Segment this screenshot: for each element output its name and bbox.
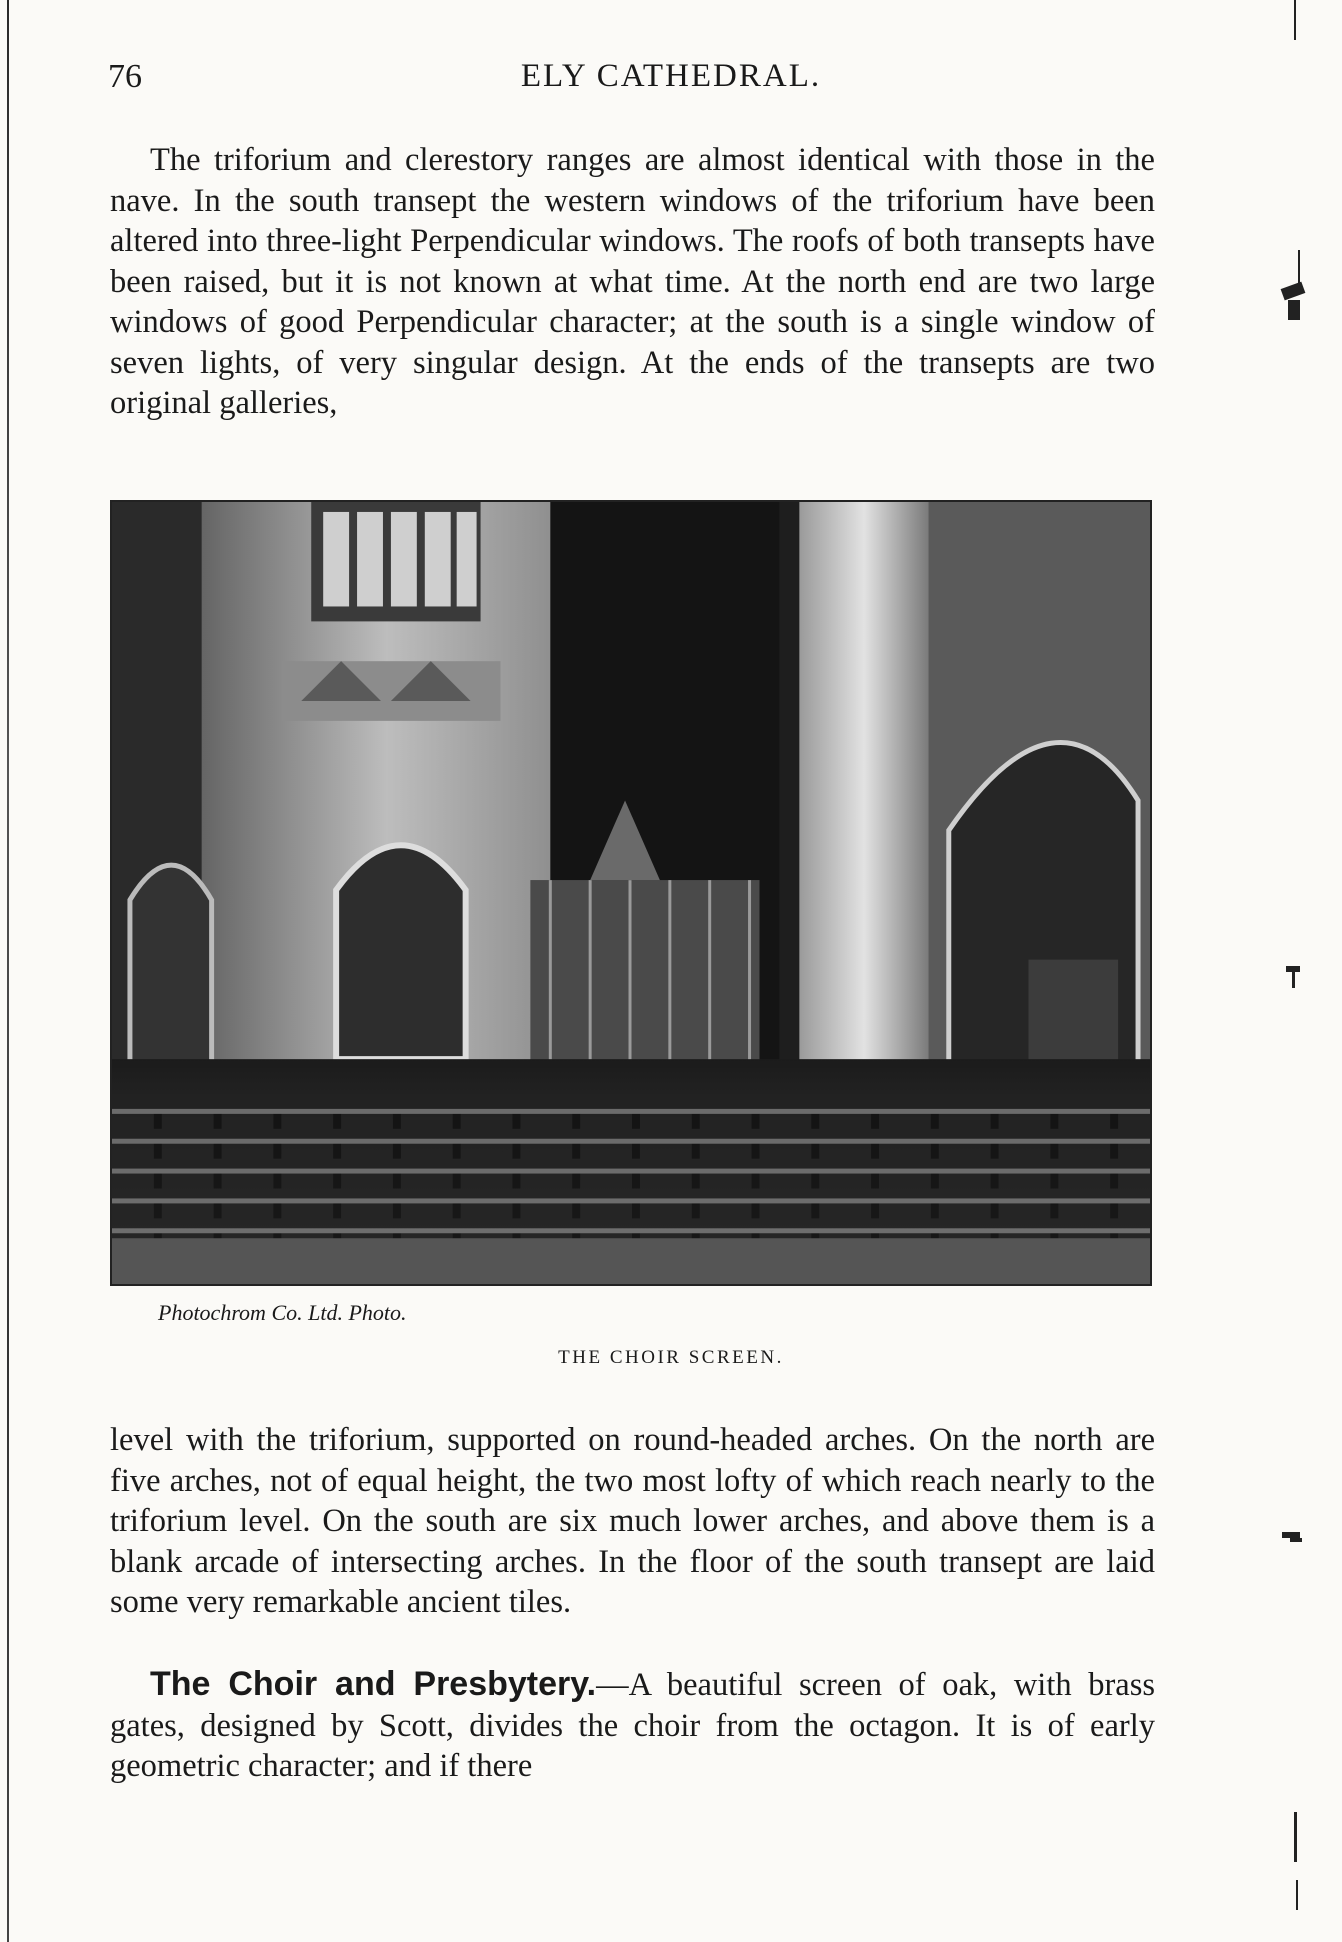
- paragraph-transepts: The triforium and clerestory ranges are almost identical with those in the nave. In the south transept the western windows of the triforium have been altered into three-light Perpendicular windows. The roofs of both transepts have been raised, but it is not known at what time. At the north end are two large windows of good Perpendicular character; at the south is a single window of seven lights, of very singular design. At the ends of the transepts are two original galleries,: [110, 142, 1155, 421]
- photo-credit: Photochrom Co. Ltd. Photo.: [158, 1300, 407, 1325]
- figure-caption: THE CHOIR SCREEN.: [558, 1347, 784, 1368]
- running-title: ELY CATHEDRAL.: [520, 58, 822, 94]
- paragraph-galleries: level with the triforium, supported on round-headed arches. On the north are five arches, not of equal height, the two most lofty of which reach nearly to the triforium level. On the south are six much lower arches, and above them is a blank arcade of intersecting arches. In the floor of the south transept are laid some very remarkable ancient tiles.: [110, 1422, 1155, 1620]
- section-heading: The Choir and Presbytery.: [150, 1665, 597, 1703]
- page-edge-rule: [7, 0, 9, 1942]
- paragraph-choir: [110, 1664, 1155, 1787]
- page-number: 76: [108, 58, 142, 95]
- choir-screen-photograph: [110, 500, 1152, 1286]
- margin-specks: [1280, 0, 1320, 1942]
- page-header: [0, 58, 1342, 108]
- paragraph-choir-text: —A beautiful screen of oak, with brass gates, designed by Scott, divides the choir from the octagon. It is of early geometric character; and if there: [110, 1667, 1155, 1784]
